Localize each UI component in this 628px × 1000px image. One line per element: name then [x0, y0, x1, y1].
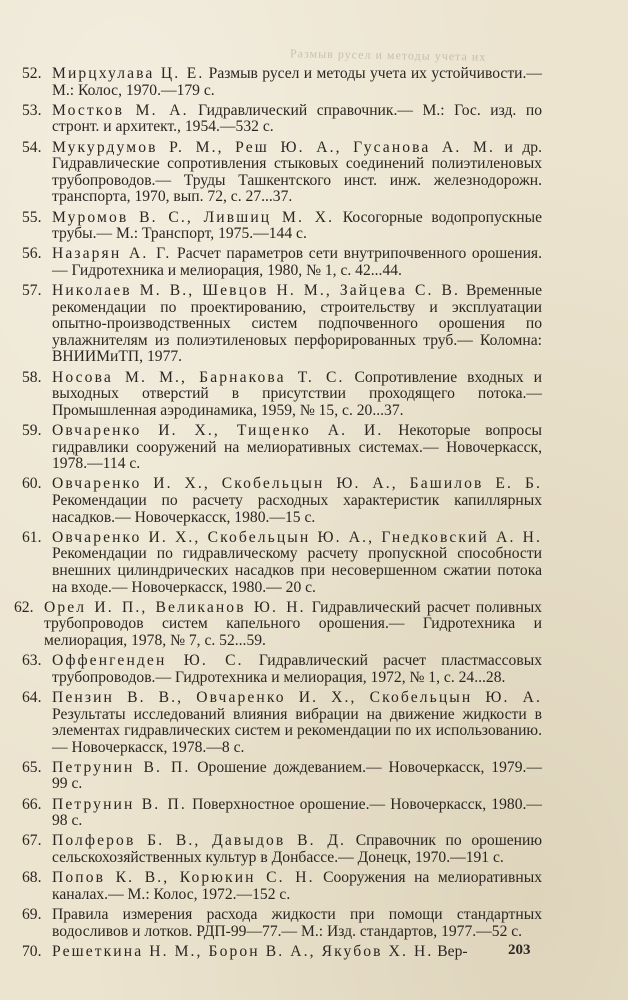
reference-author: Мостков М. А. [52, 101, 189, 119]
reference-body [52, 530, 542, 596]
reference-author: Полферов Б. В., Давыдов В. Д. [52, 832, 347, 850]
reference-number: 53. [22, 101, 42, 119]
reference-body [52, 210, 542, 243]
reference-body [52, 870, 542, 903]
reference-author: Оффенгенден Ю. С. [52, 652, 244, 670]
reference-body [44, 600, 542, 650]
reference-text: Гидравлический расчет пластмассовых трубопроводов.— Гидротехника и мелиорация, 1972, № 1, с. 24...28. [52, 652, 542, 686]
reference-author: Мукурдумов Р. М., Реш Ю. А., Гусанова А. М. [52, 138, 495, 156]
reference-entry [22, 653, 542, 686]
reference-body [52, 653, 542, 686]
reference-body [52, 423, 542, 473]
reference-entry [22, 530, 542, 596]
reference-body [52, 760, 542, 793]
reference-author: Орел И. П., Великанов Ю. Н. [44, 598, 306, 616]
reference-entry [22, 246, 542, 279]
reference-author: Пензин В. В., Овчаренко И. Х., Скобельцын Ю. А. [52, 688, 542, 706]
reference-entry [22, 760, 542, 793]
reference-entry [22, 690, 542, 756]
reference-entry [22, 103, 542, 136]
bleed-through-text: Размыв русел и методы учета их [289, 46, 487, 64]
page-number: 203 [508, 942, 531, 958]
reference-text: Сопротивление входных и выходных отверстий в присутствии проходящего потока.— Промышленная аэродинамика, 1959, № 15, с. 20...37. [52, 368, 542, 419]
reference-text: и др. Гидравлические сопротивления стыковых соединений полиэтиленовых трубопроводов.— Труды Ташкентского инст. инж. железнодорожн. транспорта, 1970, вып. 72, с. 27...37. [52, 138, 542, 206]
reference-list [14, 65, 542, 964]
reference-body [52, 103, 542, 136]
reference-text: Гидравлический расчет поливных трубопроводов систем капельного орошения.— Гидротехника и мелиорация, 1978, № 7, с. 52...59. [44, 598, 542, 649]
reference-author: Муромов В. С., Лившиц М. Х. [52, 208, 335, 226]
reference-number: 66. [22, 795, 42, 813]
reference-body [52, 797, 542, 830]
reference-number: 67. [22, 832, 42, 850]
reference-body [52, 907, 542, 940]
reference-text: Временные рекомендации по проектированию, строительству и эксплуатации опытно-производственных систем подпочвенного орошения по увлажнителям из полиэтиленовых перфорированных труб.— Коломна: ВНИИМиТП, 1977. [52, 282, 542, 366]
reference-number: 54. [22, 138, 42, 156]
reference-author: Назарян А. Г. [52, 245, 172, 263]
reference-entry [22, 797, 542, 830]
reference-number: 59. [22, 422, 42, 440]
reference-text: Поверхностное орошение.— Новочеркасск, 1980.—98 с. [52, 795, 542, 830]
reference-entry [22, 476, 542, 526]
reference-text: Сооружения на мелиоративных каналах.— М.: Колос, 1972.—152 с. [52, 869, 542, 903]
reference-author: Петрунин В. П. [52, 758, 191, 776]
reference-number: 63. [22, 652, 42, 670]
reference-text: Результаты исследований влияния вибрации на движение жидкости в элементах гидравлических систем и рекомендации по их использованию.— Новочеркасск, 1978.—8 с. [52, 705, 542, 756]
reference-number: 70. [22, 942, 42, 960]
reference-number: 69. [22, 906, 42, 923]
reference-body [52, 246, 542, 279]
reference-text: Размыв русел и методы учета их устойчивости.— М.: Колос, 1970.—179 с. [52, 65, 542, 99]
reference-number: 56. [22, 245, 42, 263]
reference-number: 52. [22, 65, 42, 82]
reference-text: Некоторые вопросы гидравлики сооружений на мелиоративных системах.— Новочеркасск, 1978.—114 с. [52, 422, 542, 473]
reference-author: Николаев М. В., Шевцов Н. М., Зайцева С. В. [52, 282, 461, 300]
reference-entry [22, 66, 542, 99]
reference-number: 65. [22, 758, 42, 776]
reference-text: Вер- [433, 942, 468, 960]
reference-body [52, 66, 542, 99]
reference-author: Петрунин В. П. [52, 795, 187, 813]
reference-author: Овчаренко И. Х., Скобельцын Ю. А., Гнедковский А. Н. [52, 528, 542, 546]
reference-author: Решеткина Н. М., Борон В. А., Якубов Х. Н. [52, 942, 434, 960]
reference-number: 62. [14, 598, 34, 616]
reference-text: Гидравлический справочник.— М.: Гос. изд. по стронт. и архитект., 1954.—532 с. [52, 101, 542, 136]
reference-text: Косогорные водопропускные трубы.— М.: Транспорт, 1975.—144 с. [52, 208, 542, 243]
reference-entry [22, 283, 542, 366]
reference-text: Правила измерения расхода жидкости при помощи стандартных водосливов и лотков. РДП-99—77.— М.: Изд. стандартов, 1977.—52 с. [52, 906, 542, 940]
reference-author: Овчаренко И. Х., Тищенко А. И. [52, 422, 384, 440]
reference-body [52, 370, 542, 420]
reference-entry [22, 907, 542, 940]
reference-text: Справочник по орошению сельскохозяйственных культур в Донбассе.— Донецк, 1970.—191 с. [52, 832, 542, 867]
reference-text: Расчет параметров сети внутрипочвенного орошения.— Гидротехника и мелиорация, 1980, № 1, с. 42...44. [52, 245, 542, 279]
reference-entry [22, 944, 542, 961]
reference-entry [22, 870, 542, 903]
reference-author: Носова М. М., Барнакова Т. С. [52, 368, 345, 386]
reference-entry [14, 598, 542, 650]
reference-number: 64. [22, 688, 42, 706]
reference-number: 60. [22, 475, 42, 493]
reference-author: Попов К. В., Корюкин С. Н. [52, 869, 315, 887]
reference-number: 55. [22, 208, 42, 226]
reference-entry [22, 833, 542, 866]
reference-number: 57. [22, 282, 42, 300]
reference-body [52, 140, 542, 206]
reference-body [52, 690, 542, 756]
reference-text: Орошение дождеванием.— Новочеркасск, 1979.— 99 с. [52, 758, 542, 793]
reference-body [52, 283, 542, 366]
reference-body [52, 944, 542, 961]
reference-entry [22, 370, 542, 420]
reference-entry [22, 140, 542, 206]
reference-author: Мирцхулава Ц. Е. [52, 65, 205, 82]
reference-text: Рекомендации по расчету расходных характеристик капиллярных насадков.— Новочеркасск, 1980.—15 с. [52, 492, 542, 526]
reference-entry [22, 210, 542, 243]
reference-number: 68. [22, 869, 42, 887]
reference-number: 58. [22, 368, 42, 386]
reference-author: Овчаренко И. Х., Скобельцын Ю. А., Башилов Е. Б. [52, 475, 542, 493]
reference-body [52, 833, 542, 866]
reference-entry [22, 423, 542, 473]
reference-body [52, 476, 542, 526]
reference-number: 61. [22, 528, 42, 546]
reference-text: Рекомендации по гидравлическому расчету пропускной способности внешних цилиндрических насадков при несовершенном сжатии потока на входе.— Новочеркасск, 1980.— 20 с. [52, 545, 542, 596]
